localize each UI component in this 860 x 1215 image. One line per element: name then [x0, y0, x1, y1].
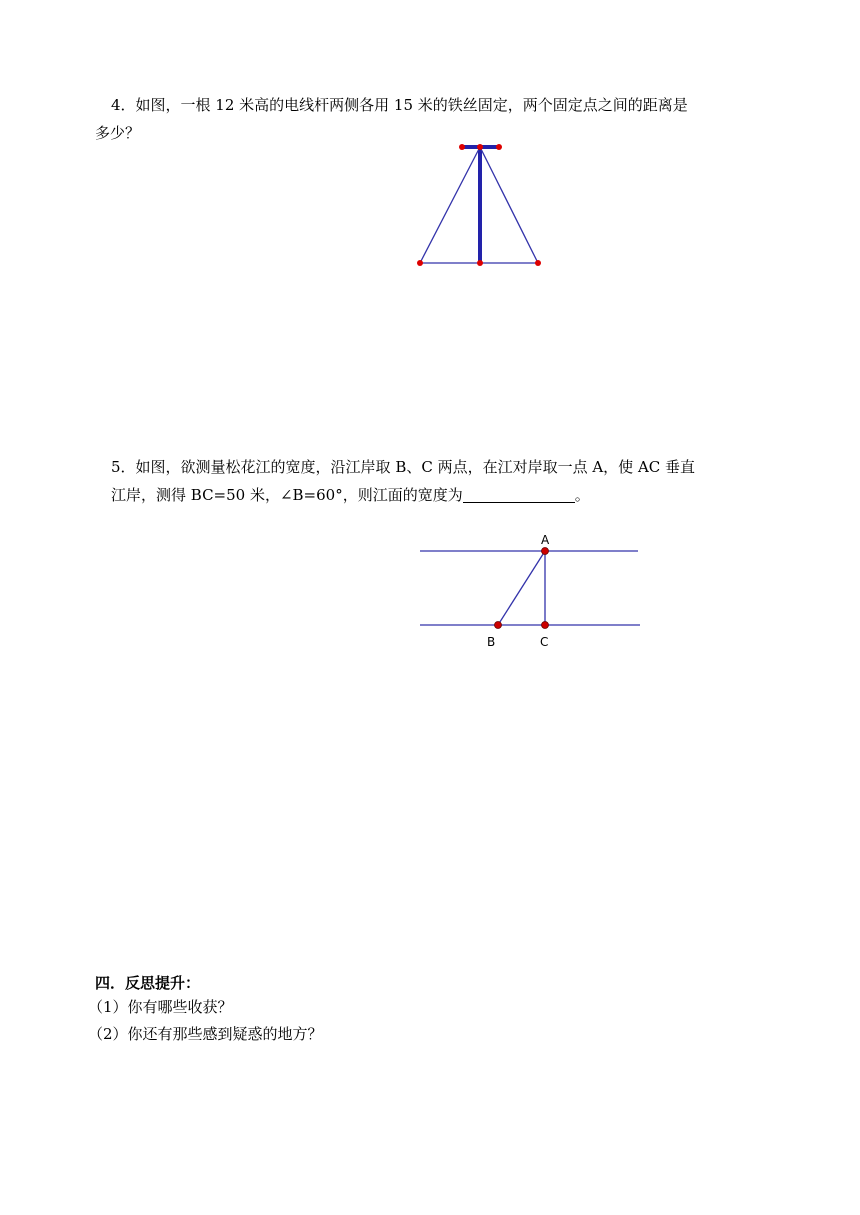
q4-point-left: [417, 260, 423, 266]
q4-point-right: [535, 260, 541, 266]
q5-point-b: [495, 622, 502, 629]
q5-answer-blank[interactable]: [463, 486, 575, 503]
q4-point-top: [477, 144, 483, 150]
q5-label-b: B: [487, 635, 496, 649]
q5-line2-text: 江岸，测得 BC=50 米，∠B=60°，则江面的宽度为: [111, 486, 463, 504]
q4-point-foot: [477, 260, 483, 266]
q5-line2: [111, 480, 590, 510]
q5-label-c: C: [540, 635, 549, 649]
q5-point-c: [542, 622, 549, 629]
q4-left-wire: [420, 147, 480, 263]
section4-heading-text: 四．反思提升：: [95, 974, 201, 992]
q5-segment-ab: [498, 551, 545, 625]
q4-right-wire: [480, 147, 538, 263]
q4-point-top-right: [496, 144, 502, 150]
q5-line2-end: 。: [574, 486, 590, 504]
q4-point-top-left: [459, 144, 465, 150]
q5-point-a: [542, 548, 549, 555]
section4-item2: （2）你还有那些感到疑惑的地方？: [88, 1025, 323, 1043]
q4-line2: 多少？: [95, 124, 141, 142]
section4-item1: （1）你有哪些收获？: [88, 998, 233, 1016]
q4-line1: 4．如图，一根 12 米高的电线杆两侧各用 15 米的铁丝固定，两个固定点之间的距离是: [111, 96, 688, 114]
q5-label-a: A: [541, 533, 550, 547]
q5-line1: 5．如图，欲测量松花江的宽度，沿江岸取 B、C 两点，在江对岸取一点 A，使 AC 垂直: [111, 458, 696, 476]
